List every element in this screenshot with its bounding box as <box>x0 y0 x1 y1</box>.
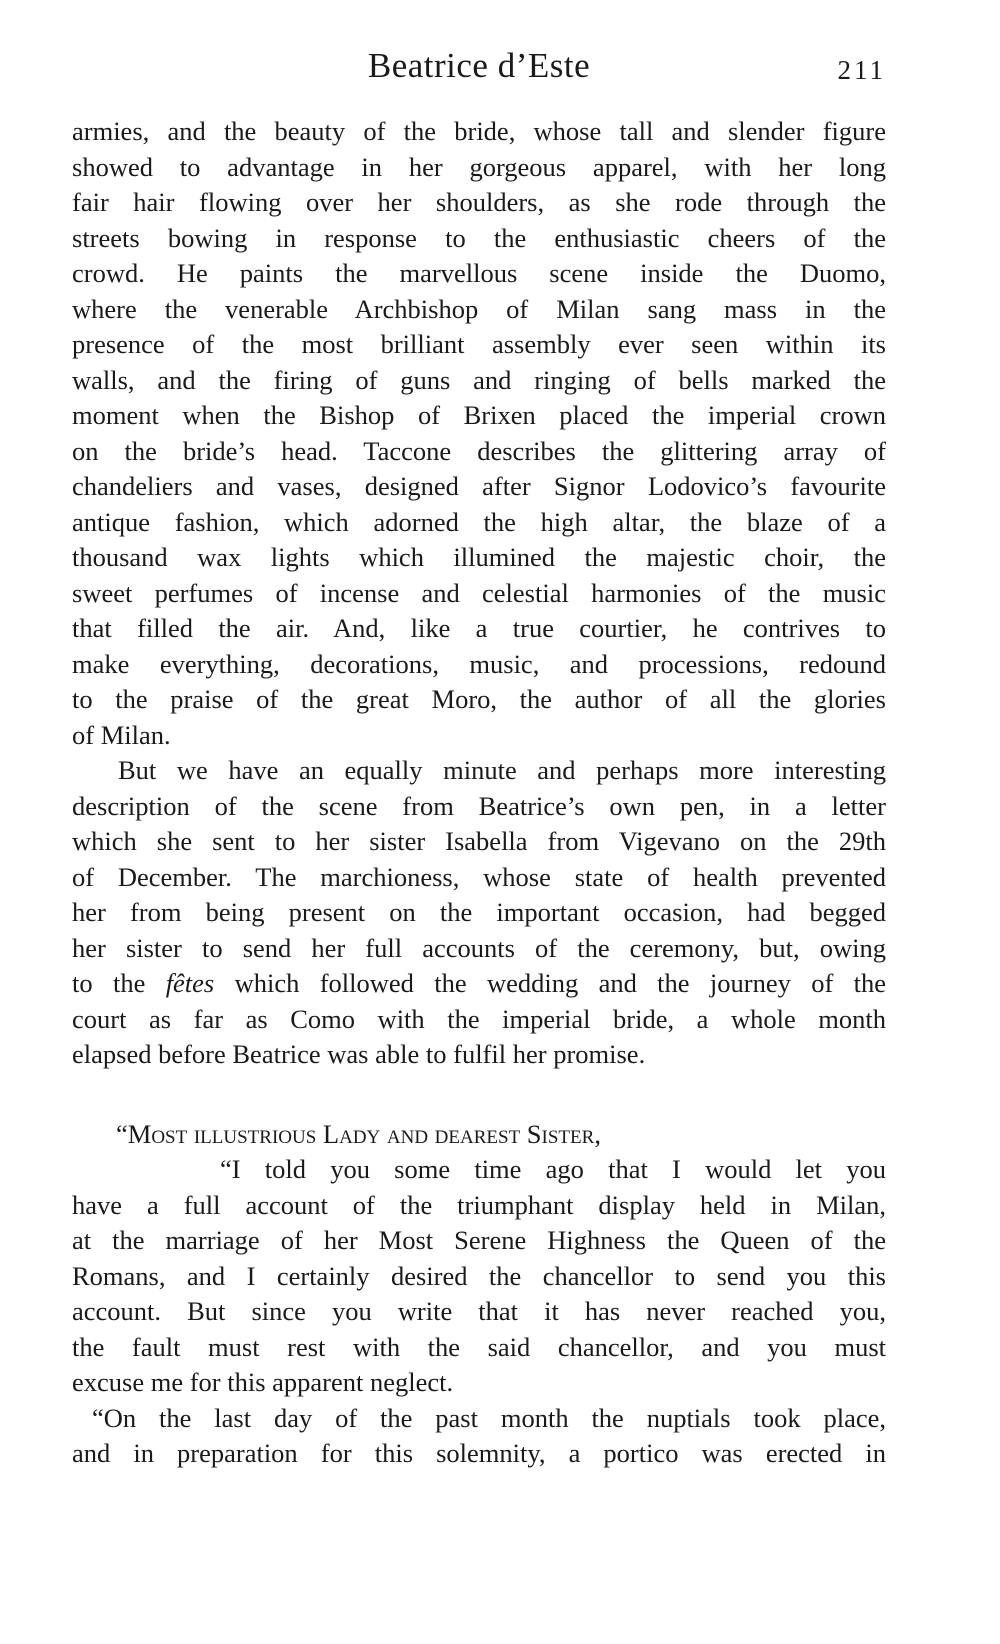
page-number: 211 <box>837 55 886 85</box>
text-line: court as far as Como with the imperial bride, a whole month <box>72 1003 886 1034</box>
text-line: excuse me for this apparent neglect. <box>72 1367 454 1397</box>
section-gap <box>72 1073 886 1117</box>
text-line: sweet perfumes of incense and celestial harmonies of the music <box>72 577 886 608</box>
text-line: at the marriage of her Most Serene Highness the Queen of the <box>72 1225 886 1255</box>
text-line: armies, and the beauty of the bride, whose tall and slender figure <box>72 116 886 146</box>
text-line: fair hair flowing over her shoulders, as she rode through the <box>72 187 886 217</box>
text-line: which she sent to her sister Isabella from Vigevano on the 29th <box>72 826 886 856</box>
text-line: the fault must rest with the said chancellor, and you must <box>72 1331 886 1362</box>
text-line: chandeliers and vases, designed after Signor Lodovico’s favourite <box>72 471 886 501</box>
text-line: walls, and the firing of guns and ringing of bells marked the <box>72 364 886 395</box>
body-text <box>72 114 886 1472</box>
text-line: Romans, and I certainly desired the chancellor to send you this <box>72 1260 886 1291</box>
text-line: of Milan. <box>72 719 171 750</box>
text-line: “I told you some time ago that I would let you <box>220 1154 886 1184</box>
text-line: that filled the air. And, like a true courtier, he contrives to <box>72 613 886 643</box>
text-line: crowd. He paints the marvellous scene inside the Duomo, <box>72 258 886 288</box>
text-line: her from being present on the important occasion, had begged <box>72 897 886 927</box>
text-line: But we have an equally minute and perhaps more interesting <box>118 755 886 785</box>
text-line: presence of the most brilliant assembly ever seen within its <box>72 329 886 359</box>
text-line: thousand wax lights which illumined the majestic choir, the <box>72 542 886 572</box>
text-line: on the bride’s head. Taccone describes the glittering array of <box>72 435 886 466</box>
italic-word: fêtes <box>165 968 215 998</box>
text-line: “On the last day of the past month the nuptials took place, <box>92 1402 886 1433</box>
text-line: make everything, decorations, music, and processions, redound <box>72 648 886 679</box>
text-line: to the praise of the great Moro, the author of all the glories <box>72 684 886 714</box>
text-line: streets bowing in response to the enthusiastic cheers of the <box>72 222 886 253</box>
letter <box>72 1117 886 1472</box>
running-head <box>72 44 886 88</box>
text-fragment: to the <box>72 968 166 998</box>
letter-salutation: “Most illustrious Lady and dearest Sister, <box>116 1118 601 1149</box>
text-line: antique fashion, which adorned the high altar, the blaze of a <box>72 506 886 537</box>
text-line: account. But since you write that it has never reached you, <box>72 1296 886 1326</box>
paragraph-1 <box>72 114 886 753</box>
text-line: showed to advantage in her gorgeous apparel, with her long <box>72 151 886 182</box>
text-line: elapsed before Beatrice was able to fulfil her promise. <box>72 1039 646 1069</box>
text-line: and in preparation for this solemnity, a portico was erected in <box>72 1438 886 1468</box>
text-line: her sister to send her full accounts of the ceremony, but, owing <box>72 932 886 963</box>
text-line: moment when the Bishop of Brixen placed the imperial crown <box>72 400 886 430</box>
text-line: description of the scene from Beatrice’s own pen, in a letter <box>72 790 886 821</box>
text-line: have a full account of the triumphant display held in Milan, <box>72 1189 886 1220</box>
text-fragment: which followed the wedding and the journey of the <box>214 968 886 998</box>
text-line: of December. The marchioness, whose state of health prevented <box>72 861 886 892</box>
text-line: where the venerable Archbishop of Milan sang mass in the <box>72 293 886 324</box>
paragraph-2 <box>72 753 886 1073</box>
text-line <box>72 966 886 1002</box>
running-title: Beatrice d’Este <box>367 46 591 85</box>
